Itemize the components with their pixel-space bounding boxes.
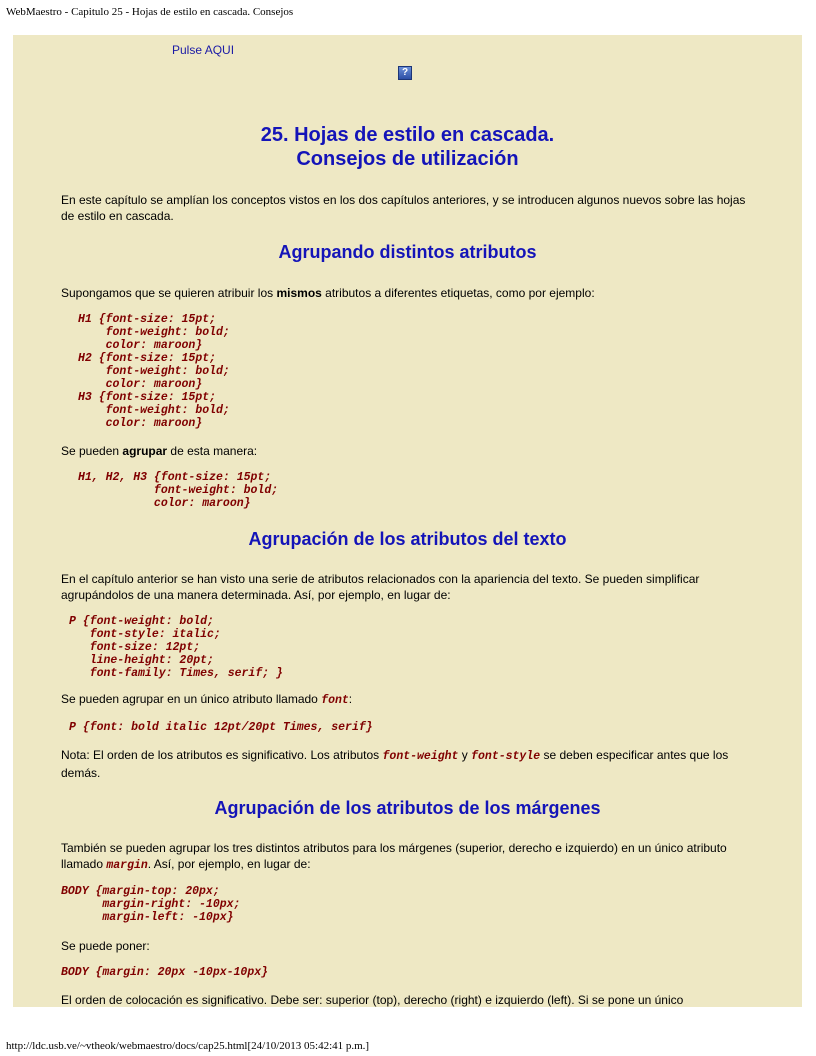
bold-term-mismos: mismos	[276, 286, 322, 300]
inline-code-font: font	[321, 694, 349, 707]
text-run: de esta manera:	[167, 444, 258, 458]
print-header: WebMaestro - Capitulo 25 - Hojas de estilo en cascada. Consejos	[6, 6, 294, 18]
text-run: atributos a diferentes etiquetas, como por ejemplo:	[321, 286, 595, 300]
section3-paragraph1	[61, 840, 761, 874]
page-title-line1: 25. Hojas de estilo en cascada.	[260, 124, 555, 146]
inline-code-font-weight: font-weight	[382, 750, 459, 763]
intro-paragraph: En este capítulo se amplían los conceptos vistos en los dos capítulos anteriores, y se introducen algunos nuevos sobre las hojas de estilo en cascada.	[61, 193, 746, 223]
code-block-font-shorthand: P {font: bold italic 12pt/20pt Times, serif}	[69, 721, 373, 734]
print-footer: http://ldc.usb.ve/~vtheok/webmaestro/docs/cap25.html[24/10/2013 05:42:41 p.m.]	[6, 1040, 370, 1052]
help-icon[interactable]: ?	[398, 66, 412, 80]
text-run: Se pueden agrupar en un único atributo llamado	[61, 692, 322, 706]
text-run: También se pueden agrupar los tres distintos atributos para los márgenes (superior, derecho e izquierdo) en un único atributo llamado	[61, 841, 727, 871]
text-run: Se pueden	[61, 444, 123, 458]
text-run: y	[458, 748, 472, 762]
section2-note	[61, 747, 761, 781]
text-run: :	[348, 692, 353, 706]
text-run: Nota: El orden de los atributos es significativo. Los atributos	[61, 748, 383, 762]
code-block-h1-h2-h3: H1 {font-size: 15pt; font-weight: bold; color: maroon} H2 {font-size: 15pt; font-weight: bold; color: maroon} H3 {font-size: 15pt; font-weight: bold; color: maroon}	[78, 313, 230, 430]
bold-term-agrupar: agrupar	[122, 444, 168, 458]
section3-paragraph2: Se puede poner:	[61, 939, 150, 953]
text-run: . Así, por ejemplo, en lugar de:	[147, 857, 311, 871]
inline-code-font-style: font-style	[471, 750, 541, 763]
page-title-line2: Consejos de utilización	[296, 148, 519, 170]
page-title	[13, 123, 802, 171]
section2-paragraph1: En el capítulo anterior se han visto una serie de atributos relacionados con la apariencia del texto. Se pueden simplificar agrupándolos de una manera determinada. Así, por ejemplo, en lugar de:	[61, 572, 700, 602]
section1-paragraph2	[61, 443, 761, 459]
page-content	[13, 35, 802, 1007]
section-heading-agrupando: Agrupando distintos atributos	[278, 242, 537, 262]
inline-code-margin: margin	[106, 859, 148, 872]
section3-paragraph3: El orden de colocación es significativo. Debe ser: superior (top), derecho (right) e izquierdo (left). Si se pone un único	[61, 993, 684, 1007]
text-run: se deben especificar antes que los demás.	[61, 748, 729, 780]
section2-paragraph2	[61, 691, 761, 709]
section-heading-texto: Agrupación de los atributos del texto	[248, 529, 567, 549]
code-block-body-margins: BODY {margin-top: 20px; margin-right: -10px; margin-left: -10px}	[61, 885, 241, 924]
section1-paragraph1	[61, 285, 761, 301]
pulse-aqui-link[interactable]: Pulse AQUI	[172, 43, 235, 57]
section-heading-margenes: Agrupación de los atributos de los márgenes	[214, 798, 601, 818]
code-block-margin-shorthand: BODY {margin: 20px -10px-10px}	[61, 966, 269, 979]
code-block-p-font-attributes: P {font-weight: bold; font-style: italic; font-size: 12pt; line-height: 20pt; font-family: Times, serif; }	[69, 615, 283, 680]
text-run: Supongamos que se quieren atribuir los	[61, 286, 277, 300]
code-block-grouped-selectors: H1, H2, H3 {font-size: 15pt; font-weight: bold; color: maroon}	[78, 471, 279, 510]
